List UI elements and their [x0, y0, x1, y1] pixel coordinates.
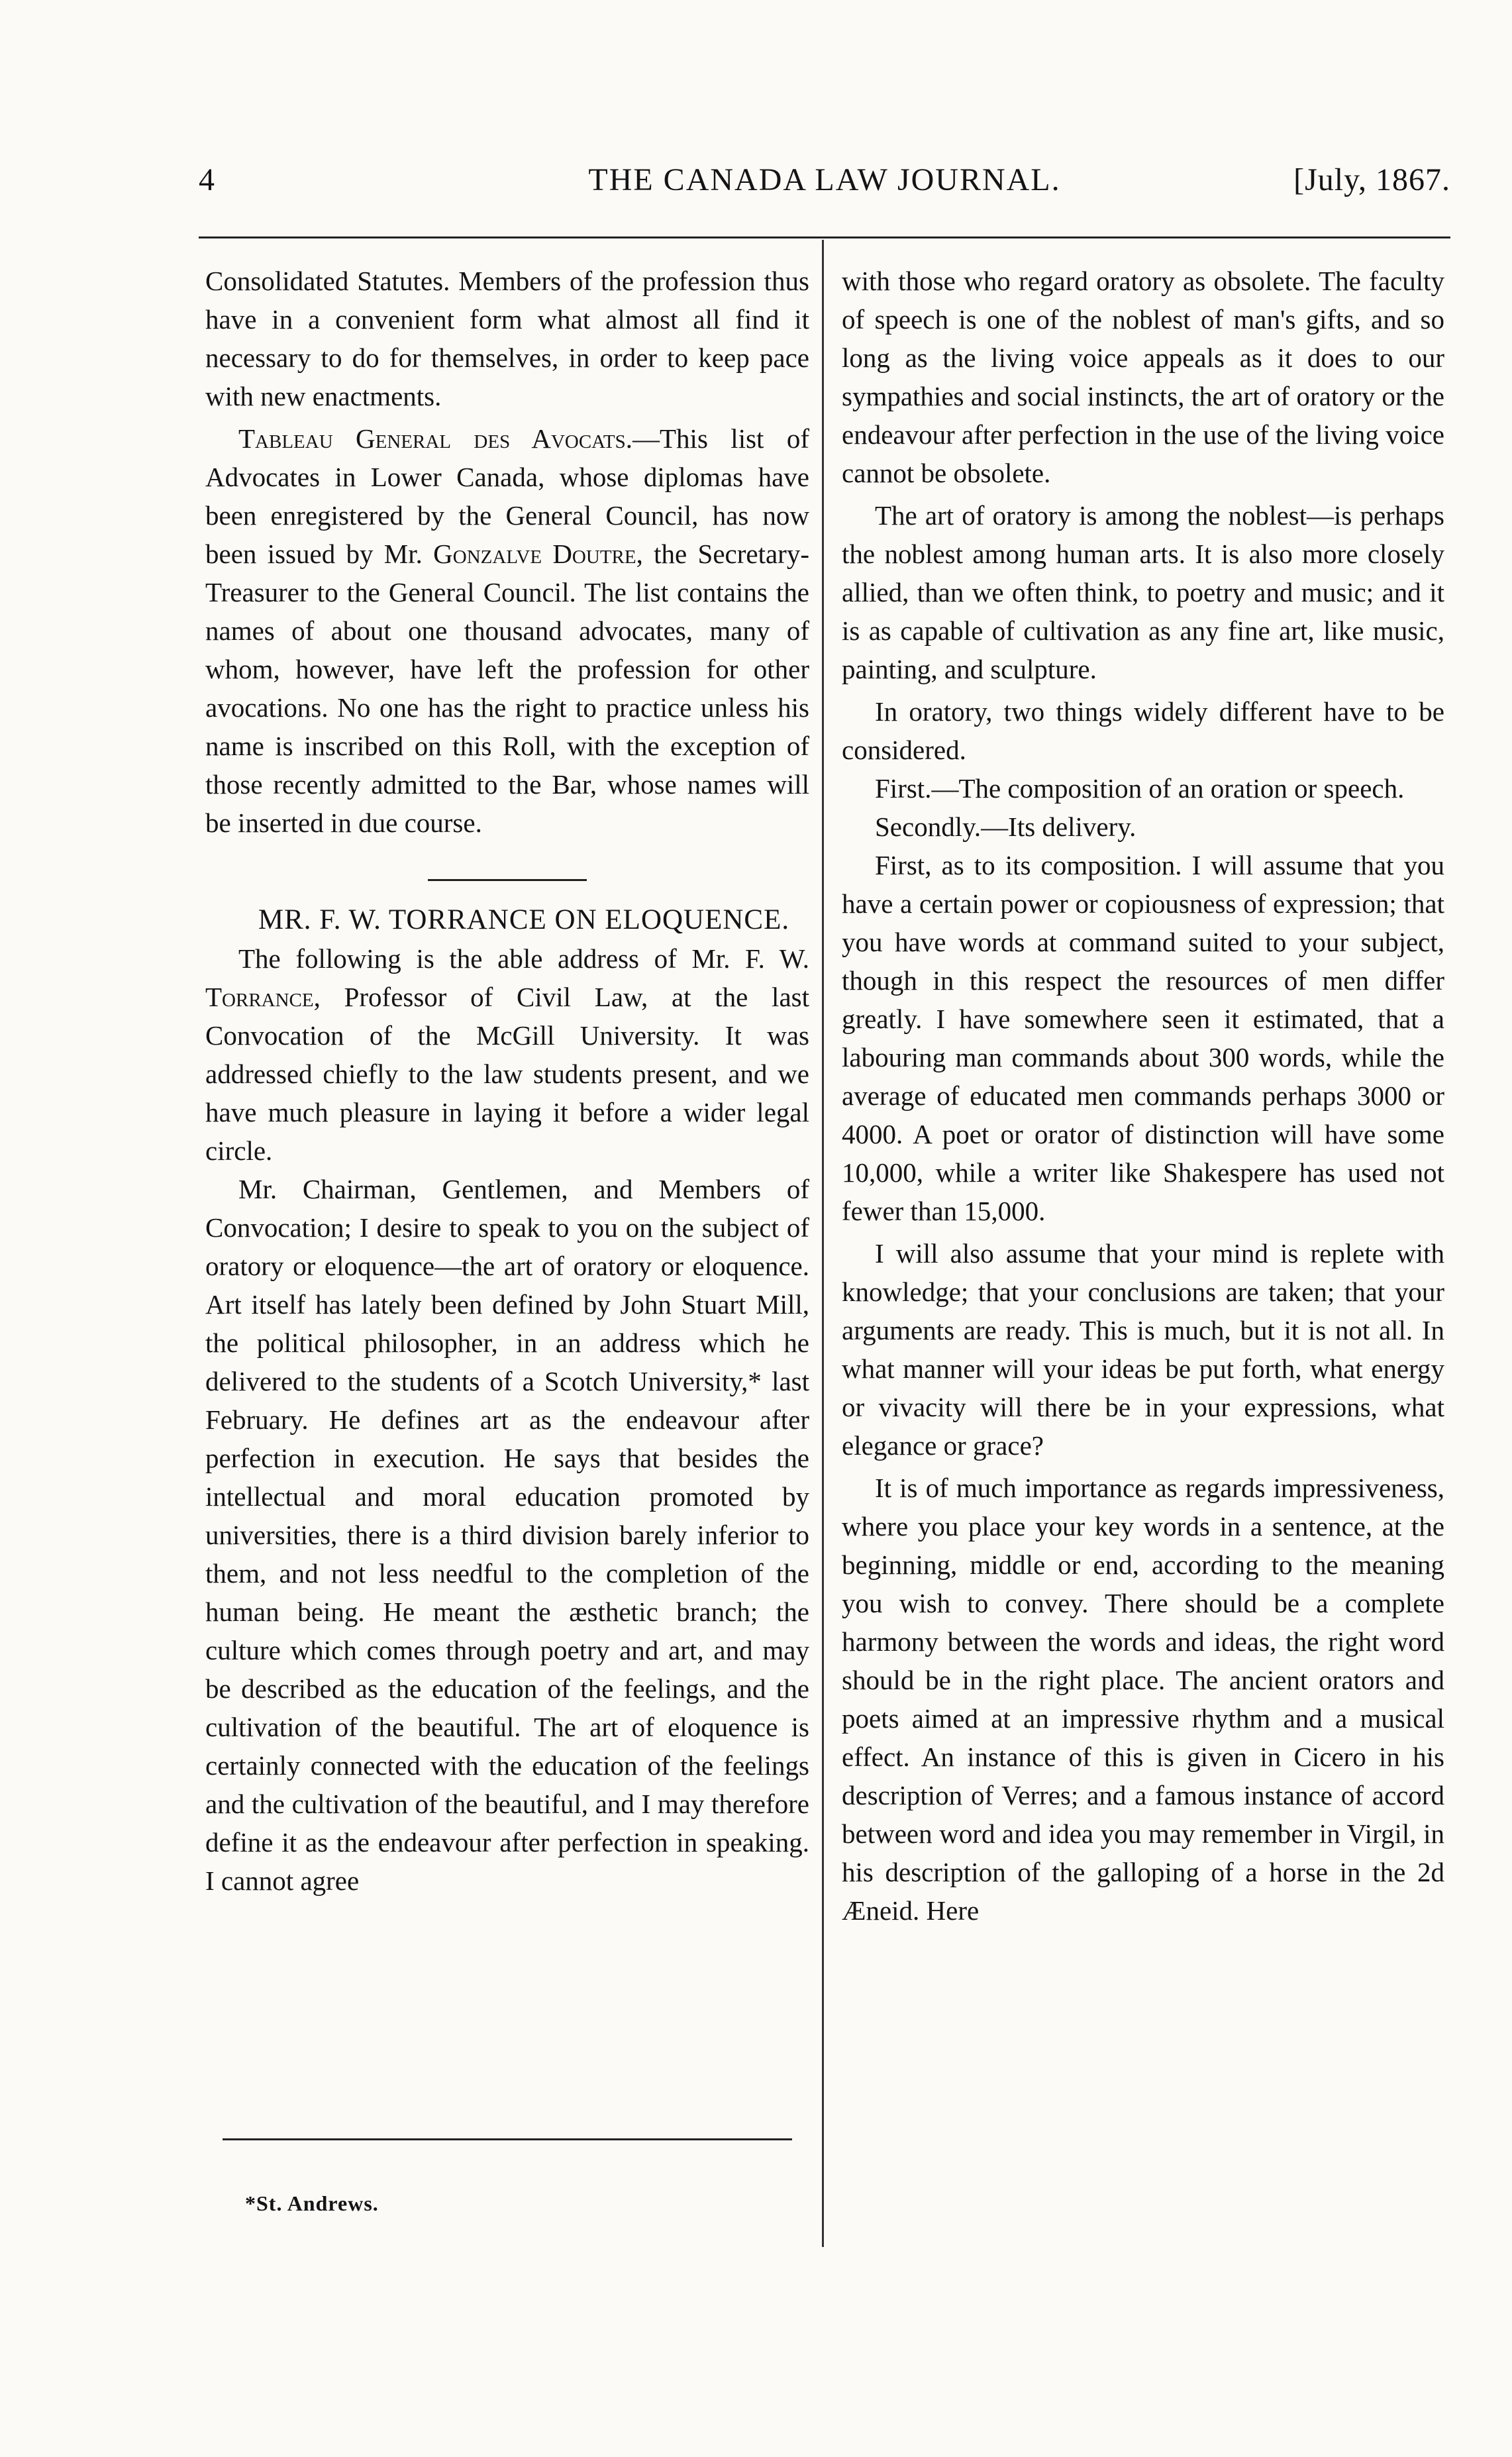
journal-title: THE CANADA LAW JOURNAL. [588, 162, 1061, 197]
paragraph-intro [205, 939, 809, 1170]
header-rule [199, 236, 1450, 238]
intro-name: Torrance [205, 982, 314, 1012]
section-title: MR. F. W. TORRANCE ON ELOQUENCE. [258, 904, 790, 935]
paragraph-secondly: Secondly.—Its delivery. [875, 811, 1136, 842]
paragraph-composition: First, as to its composition. I will assume that you have a certain power or copiousness of expression; that you have words at command suited to your subject, though in this respect the resources of men differ greatly. I have somewhere seen it estimated, that a labouring man commands about 300 words, while the average of educated men commands perhaps 3000 or 4000. A poet or orator of distinction will have some 10,000, while a writer like Shakespere has used not fewer than 15,000. [842, 850, 1444, 1226]
tableau-name: Gonzalve Doutre [433, 539, 636, 569]
tableau-heading: Tableau General des Avocats. [238, 423, 633, 454]
page-number: 4 [199, 162, 215, 197]
paragraph-obsolete: with those who regard oratory as obsolete. The faculty of speech is one of the noblest of man's gifts, and so long as the living voice appeals as it does to our sympathies and social instincts, the art of oratory or the endeavour after perfection in the use of the living voice cannot be obsolete. [842, 266, 1444, 488]
tableau-text-a: —This list of Advocates in Lower Canada, whose diplomas have been enregistered by the General Council, has now been issued by Mr. [205, 423, 809, 569]
column-divider [822, 240, 824, 2247]
paragraph-two-things: In oratory, two things widely different have to be considered. [842, 696, 1444, 765]
running-header [199, 162, 1450, 208]
intro-text-b: , Professor of Civil Law, at the last Convocation of the McGill University. It was addressed chiefly to the law students present, and we have much pleasure in laying it before a wider legal circle. [205, 982, 809, 1166]
paragraph-importance: It is of much importance as regards impressiveness, where you place your key words in a sentence, at the beginning, middle or end, according to the meaning you wish to convey. There should be a complete harmony between the words and ideas, the right word should be in the right place. The ancient orators and poets aimed at an impressive rhythm and a musical effect. An instance of this is given in Cicero in his description of Verres; and a famous instance of accord between word and idea you may remember in Virgil, in his description of the galloping of a horse in the 2d Æneid. Here [842, 1473, 1444, 1926]
footnote: *St. Andrews. [245, 2191, 379, 2215]
paragraph-first: First.—The composition of an oration or speech. [875, 773, 1405, 804]
section-separator [428, 879, 587, 881]
footnote-rule [223, 2138, 792, 2140]
paragraph-mind: I will also assume that your mind is replete with knowledge; that your conclusions are taken; that your arguments are ready. This is much, but it is not all. In what manner will your ideas be put forth, what energy or vivacity will there be in your expressions, what elegance or grace? [842, 1238, 1444, 1461]
issue-date: [July, 1867. [1293, 162, 1450, 197]
right-column [842, 262, 1444, 1930]
paragraph-tableau-general [205, 419, 809, 842]
paragraph-consolidated-statutes: Consolidated Statutes. Members of the profession thus have in a convenient form what almost all find it necessary to do for themselves, in order to keep pace with new enactments. [205, 266, 809, 411]
paragraph-chairman: Mr. Chairman, Gentlemen, and Members of Convocation; I desire to speak to you on the subject of oratory or eloquence—the art of oratory or eloquence. Art itself has lately been defined by John Stuart Mill, the political philosopher, in an address which he delivered to the students of a Scotch University,* last February. He defines art as the endeavour after perfection in execution. He says that besides the intellectual and moral education promoted by universities, there is a third division barely inferior to them, and not less needful to the completion of the human being. He meant the æsthetic branch; the culture which comes through poetry and art, and may be described as the education of the feelings, and the cultivation of the beautiful. The art of eloquence is certainly connected with the education of the feelings and the cultivation of the beautiful, and I may therefore define it as the endeavour after perfection in speaking. I cannot agree [205, 1174, 809, 1896]
tableau-text-b: , the Secretary-Treasurer to the General Council. The list contains the names of about one thousand advocates, many of whom, however, have left the profession for other avocations. No one has the right to practice unless his name is inscribed on this Roll, with the exception of those recently admitted to the Bar, whose names will be inserted in due course. [205, 539, 809, 838]
intro-text-a: The following is the able address of Mr. F. W. [238, 943, 809, 974]
paragraph-art-of-oratory: The art of oratory is among the noblest—is perhaps the noblest among human arts. It is also more closely allied, than we often think, to poetry and music; and it is as capable of cultivation as any fine art, like music, painting, and sculpture. [842, 500, 1444, 684]
left-column [205, 262, 809, 1900]
